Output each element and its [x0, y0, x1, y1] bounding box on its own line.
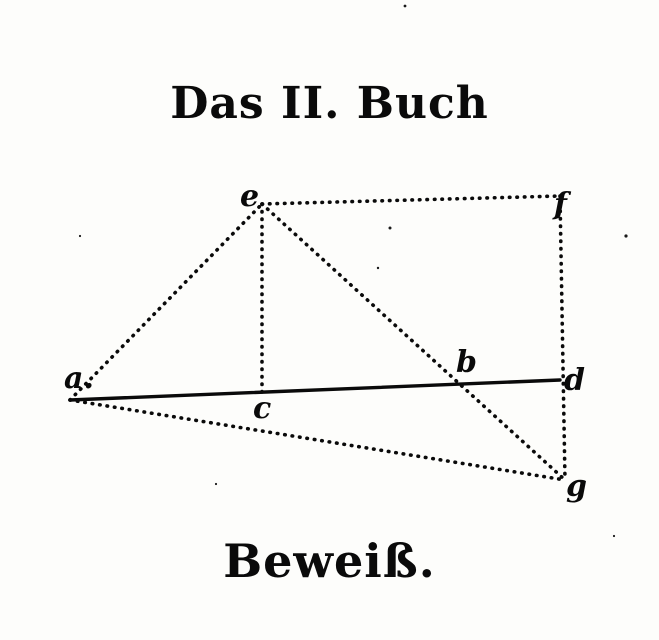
- point-label-g: g: [566, 469, 587, 504]
- line-f-g: [560, 196, 565, 480]
- point-label-b: b: [456, 345, 477, 380]
- line-e-f: [262, 196, 560, 204]
- figure-segments: [70, 196, 565, 480]
- line-a-d: [70, 380, 560, 400]
- point-label-e: e: [240, 179, 260, 214]
- point-label-f: f: [554, 187, 567, 222]
- point-label-a: a.: [64, 361, 94, 396]
- print-speck: [79, 235, 81, 237]
- page-title: Das II. Buch: [170, 78, 489, 129]
- print-speck: [624, 234, 627, 237]
- figure-point-labels: [64, 179, 587, 504]
- print-specks: [79, 5, 628, 538]
- print-speck: [404, 5, 407, 8]
- point-label-c: c: [253, 391, 272, 426]
- print-speck: [389, 227, 392, 230]
- print-speck: [215, 483, 217, 485]
- point-label-d: d: [564, 363, 585, 398]
- line-a-e: [70, 204, 262, 400]
- print-speck: [377, 267, 379, 269]
- proof-heading: Beweiß.: [223, 534, 436, 588]
